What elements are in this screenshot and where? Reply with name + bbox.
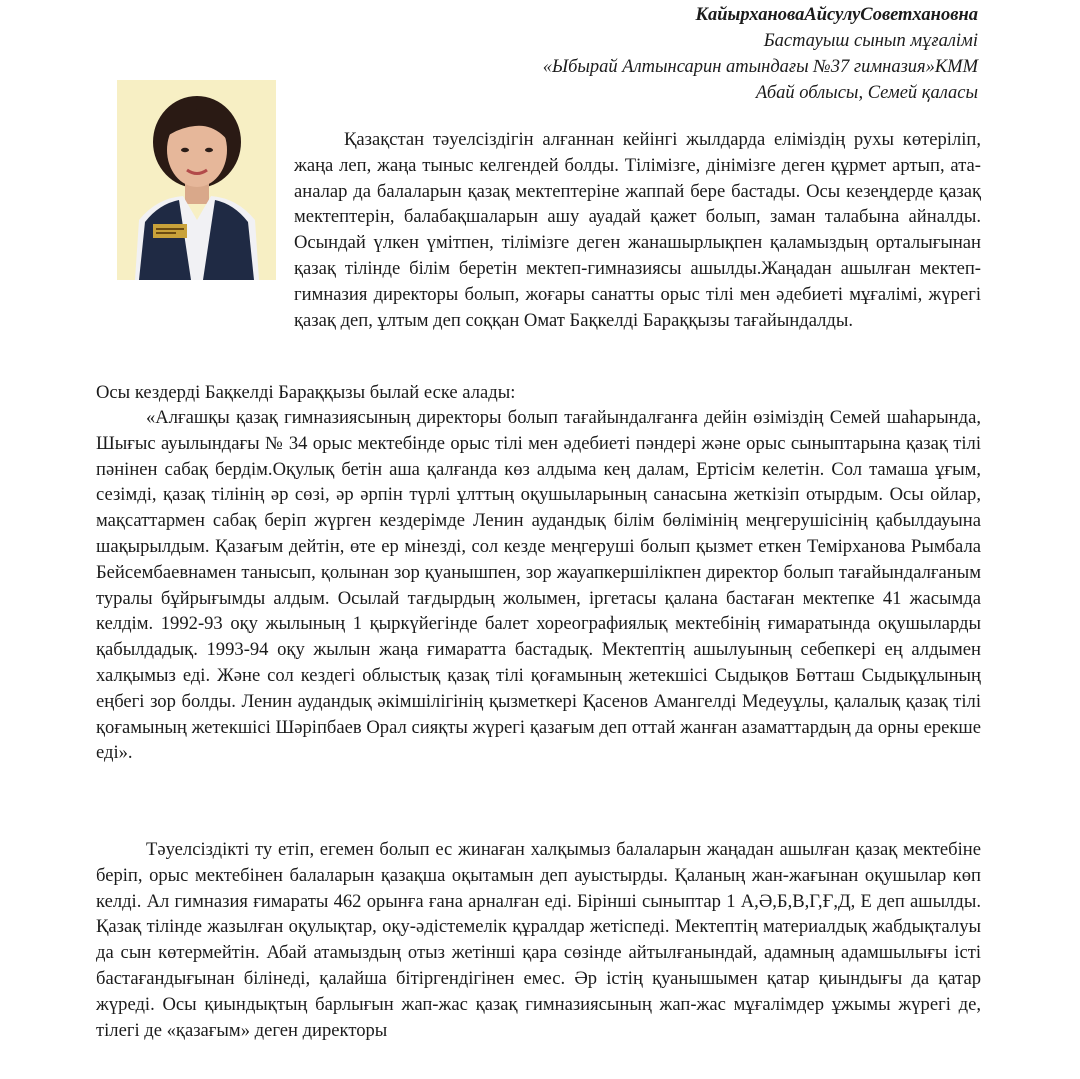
- author-school: «Ыбырай Алтынсарин атындағы №37 гимназия»КММ: [542, 57, 978, 77]
- independence-paragraph: Тәуелсіздікті ту етіп, егемен болып ес жинаған халқымыз балаларын жаңадан ашылған қазақ мектебіне беріп, орыс мектебінен балаларын қазақша оқытамын деп ауыстырды. Қаланың жан-жағынан оқушылар көп келді. Ал гимназия ғимараты 462 орынға ғана арналған еді. Бірінші сыныптар 1 А,Ә,Б,В,Г,Ғ,Д, Е деп ашылды. Қазақ тілінде жазылған оқулықтар, оқу-әдістемелік құралдар жетіспеді. Мектептің материалдық жабдықталуы да сын көтермейтін. Абай атамыздың отыз жетінші қара сөзінде айтылғанындай, адамның адамшылығы істі бастағандығынан білінеді, қалайша бітіргендігінен емес. Әр істің қуанышымен қатар қиындығы да қатар жүреді. Осы қиындықтың барлығын жап-жас қазақ гимназиясының жап-жас мұғалімдер ұжымы жүрегі де, тілегі де «қазағым» деген директоры: [96, 839, 981, 1041]
- recall-intro-line: Осы кездерді Бақкелді Бараққызы былай еске алады:: [96, 382, 516, 403]
- author-position: Бастауыш сынып мұғалімі: [763, 31, 978, 51]
- author-block: [543, 2, 978, 106]
- author-location: Абай облысы, Семей қаласы: [755, 83, 978, 103]
- intro-paragraph: Қазақстан тәуелсіздігін алғаннан кейінгі жылдарда еліміздің рухы көтеріліп, жаңа леп, жаңа тыныс келгендей болды. Тілімізге, дінімізге деген құрмет артып, ата-аналар да балаларын қазақ мектептеріне жаппай бере бастады. Осы кезеңдерде қазақ мектептерін, балабақшаларын ашу ауадай қажет болып, заман талабына айналды. Осындай үлкен үмітпен, тілімізге деген жанашырлықпен қаламыздың орталығынан қазақ тілінде білім беретін мектеп-гимназиясы ашылды.Жаңадан ашылған мектеп-гимназия директоры болып, жоғары санатты орыс тілі мен әдебиеті мұғалімі, жүрегі қазақ деп, ұлтым деп соққан Омат Бақкелді Бараққызы тағайындалды.: [294, 129, 981, 331]
- quote-paragraph: «Алғашқы қазақ гимназиясының директоры болып тағайындалғанға дейін өзіміздің Семей шаһарында, Шығыс ауылындағы № 34 орыс мектебінде орыс тілі мен әдебиеті пәндері және орыс сыныптарына қазақ тілі пәнінен сабақ бердім.Оқулық бетін аша қалғанда көз алдыма кең далам, Ертісім келетін. Сол тамаша ұғым, сезімді, қазақ тілінің әр сөзі, әр әрпін түрлі ұлттың оқушыларының санасына жеткізіп отырдым. Осы ойлар, мақсаттармен сабақ беріп жүрген кездерімде Ленин аудандық білім бөлімінің меңгерушісінің қабылдауына шақырылдым. Қазағым дейтін, өте ер мінезді, сол кезде меңгеруші болып қызмет еткен Темірханова Рымбала Бейсембаевнамен танысып, қолынан зор қуанышпен, зор жауапкершілікпен директор болып тағайындалғаным туралы бұйрығымды алдым. Осылай тағдырдың жолымен, іргетасы қалана бастаған мектепке 41 жасымда келдім. 1992-93 оқу жылының 1 қыркүйегінде балет хореографиялық мектебінің ғимаратында оқушыларды қабылдадық. 1993-94 оқу жылын жаңа ғимаратта бастадық. Мектептің ашылуының себепкері ең алдымен халқымыз еді. Және сол кездегі облыстық қазақ тілі қоғамының жетекшісі Сыдықов Бөтташ Сыдықұлының еңбегі зор болды. Ленин аудандық әкімшілігінің қызметкері Қасенов Амангелді Медеуұлы, қалалық қазақ тілі қоғамының жетекшісі Шәріпбаев Орал сияқты жүрегі қазағым деп оттай жанған азаматтардың да орны ерекше еді».: [96, 407, 981, 764]
- author-name: КайырхановаАйсулуСоветхановна: [695, 5, 978, 25]
